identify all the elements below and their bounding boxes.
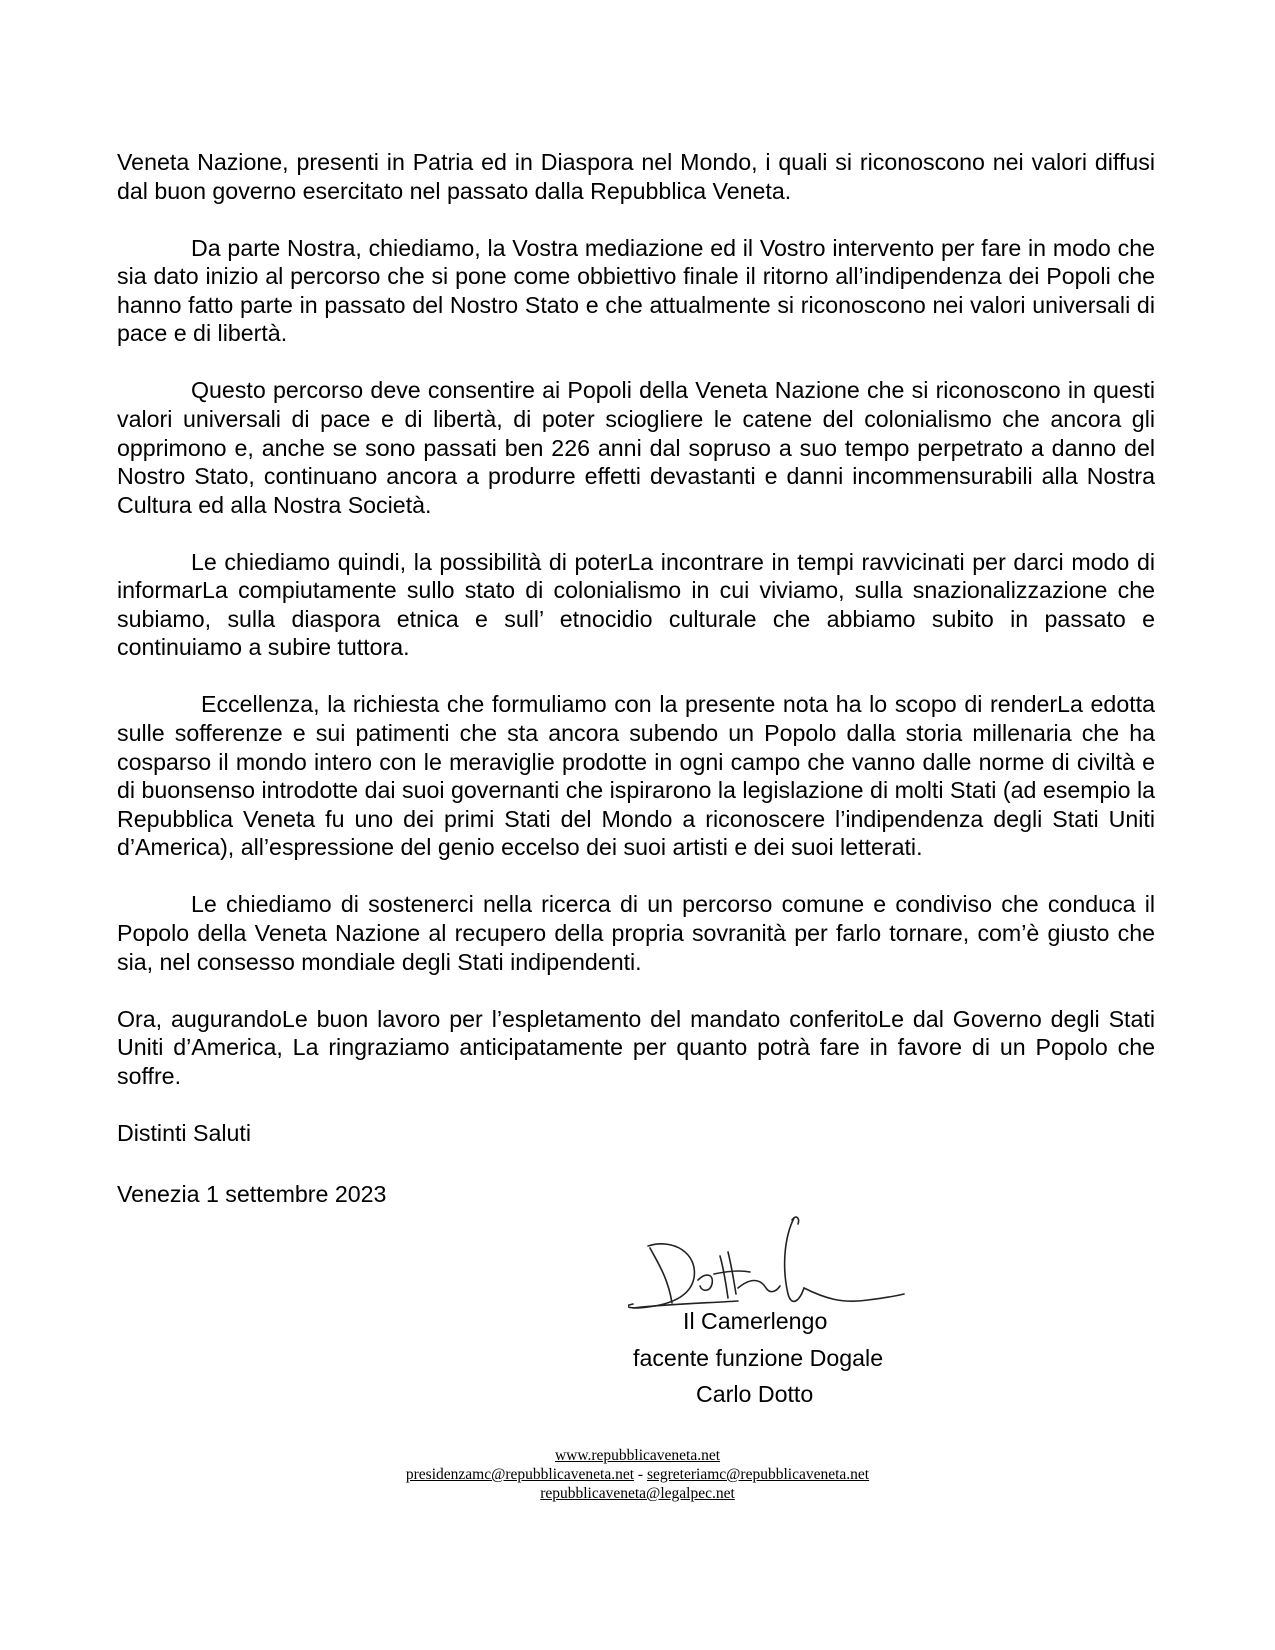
footer-separator: - <box>637 1466 644 1483</box>
paragraph-2: Da parte Nostra, chiediamo, la Vostra mediazione ed il Vostro intervento per fare in modo che sia dato inizio al percorso che si pone come obbiettivo finale il ritorno all’indipendenza dei Popoli che hanno fatto parte in passato del Nostro Stato e che attualmente si riconoscono nei valori universali di pace e di libertà. <box>117 234 1155 347</box>
place-date: Venezia 1 settembre 2023 <box>117 1181 387 1208</box>
signatory-name: Carlo Dotto <box>696 1381 814 1407</box>
paragraph-4: Le chiediamo quindi, la possibilità di poterLa incontrare in tempi ravvicinati per darci modo di informarLa compiutamente sullo stato di colonialismo in cui viviamo, sulla snazionalizzazione che subiamo, sulla diaspora etnica e sull’ etnocidio culturale che abbiamo subito in passato e continuiamo a subire tuttora. <box>117 548 1155 661</box>
presidency-email-link[interactable]: presidenzamc@repubblicaveneta.net <box>405 1466 635 1483</box>
closing-salutation: Distinti Saluti <box>117 1119 252 1146</box>
paragraph-6: Le chiediamo di sostenerci nella ricerca di un percorso comune e condiviso che conduca il Popolo della Veneta Nazione al recupero della propria sovranità per farlo tornare, com’è giusto che sia, nel consesso mondiale degli Stati indipendenti. <box>117 891 1155 975</box>
paragraph-3: Questo percorso deve consentire ai Popoli della Veneta Nazione che si riconoscono in questi valori universali di pace e di libertà, di poter sciogliere le catene del colonialismo che ancora gli opprimono e, anche se sono passati ben 226 anni dal sopruso a suo tempo perpetrato a danno del Nostro Stato, continuano ancora a produrre effetti devastanti e danni incommensurabili alla Nostra Cultura ed alla Nostra Società. <box>117 377 1155 518</box>
signatory-role: facente funzione Dogale <box>633 1345 884 1371</box>
paragraph-7: Ora, augurandoLe buon lavoro per l’espletamento del mandato conferitoLe dal Governo degli Stati Uniti d’America, La ringraziamo anticipatamente per quanto potrà fare in favore di un Popolo che soffre. <box>117 1005 1155 1089</box>
paragraph-1: Veneta Nazione, presenti in Patria ed in Diaspora nel Mondo, i quali si riconoscono nei valori diffusi dal buon governo esercitato nel passato dalla Repubblica Veneta. <box>117 149 1155 204</box>
paragraph-5: Eccellenza, la richiesta che formuliamo con la presente nota ha lo scopo di renderLa edotta sulle sofferenze e sui patimenti che sta ancora subendo un Popolo dalla storia millenaria che ha cosparso il mondo intero con le meraviglie prodotte in ogni campo che vanno dalle norme di civiltà e di buonsenso introdotte dai suoi governanti che ispirarono la legislazione di molti Stati (ad esempio la Repubblica Veneta fu uno dei primi Stati del Mondo a riconoscere l’indipendenza degli Stati Uniti d’America), all’espressione del genio eccelso dei suoi artisti e dei suoi letterati. <box>117 691 1155 861</box>
signatory-title: Il Camerlengo <box>683 1308 828 1334</box>
footer-contacts <box>0 1446 1275 1503</box>
signature-block <box>560 1218 980 1418</box>
letter-body <box>117 148 1155 1209</box>
secretariat-email-link[interactable]: segreteriamc@repubblicaveneta.net <box>646 1466 870 1483</box>
website-link[interactable]: www.repubblicaveneta.net <box>554 1447 721 1464</box>
pec-email-link[interactable]: repubblicaveneta@legalpec.net <box>540 1485 735 1502</box>
